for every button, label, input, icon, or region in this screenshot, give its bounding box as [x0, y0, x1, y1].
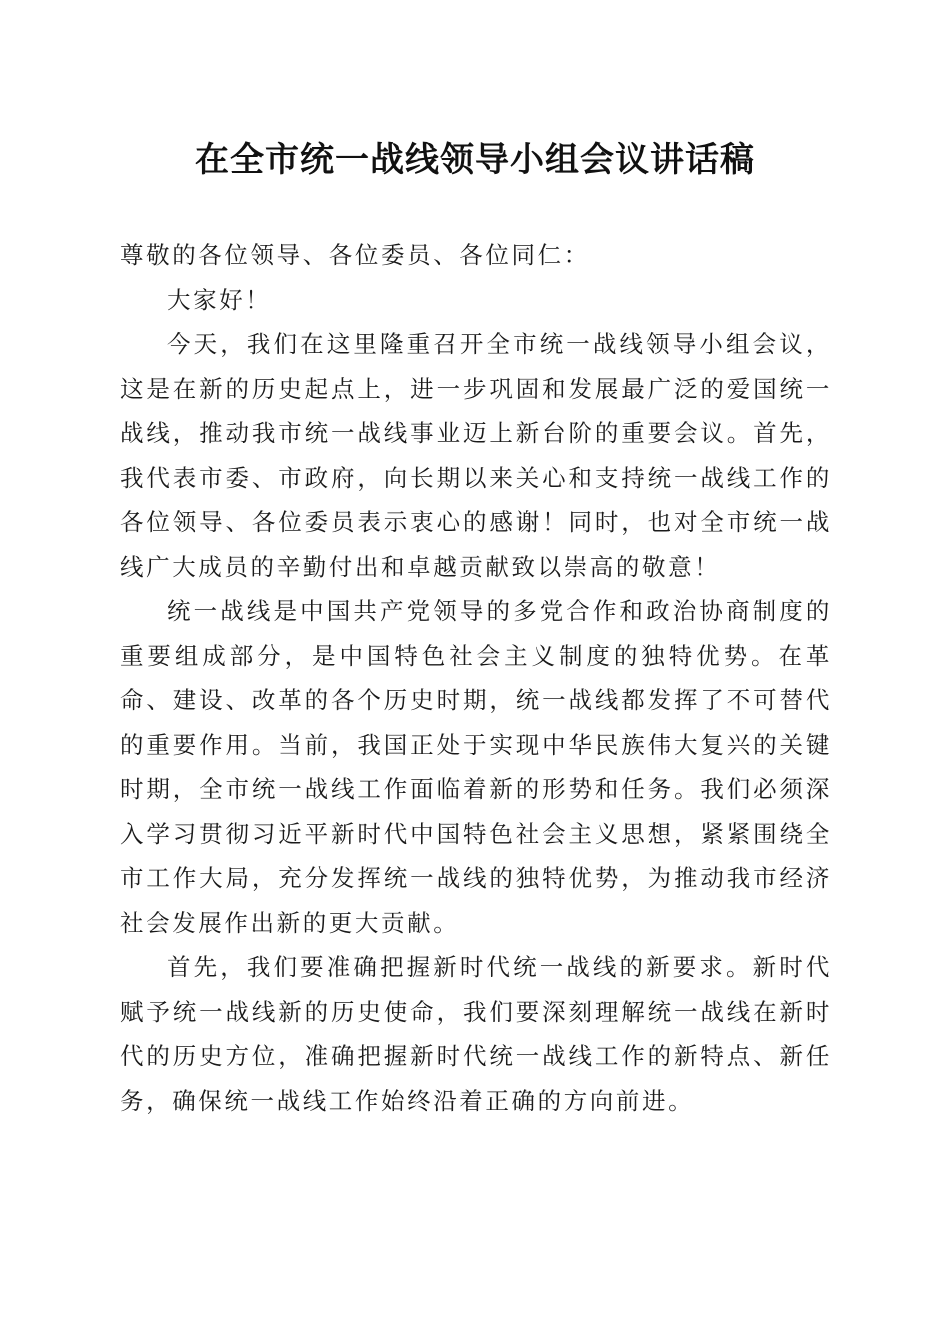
salutation: 尊敬的各位领导、各位委员、各位同仁： — [120, 241, 590, 269]
paragraph-united-front-role: 统一战线是中国共产党领导的多党合作和政治协商制度的重要组成部分，是中国特色社会主义制度的独特优势。在革命、建设、改革的各个历史时期，统一战线都发挥了不可替代的重要作用。当前，我国正处于实现中华民族伟大复兴的关键时期，全市统一战线工作面临着新的形势和任务。我们必须深入学习贯彻习近平新时代中国特色社会主义思想，紧紧围绕全市工作大局，充分发挥统一战线的独特优势，为推动我市经济社会发展作出新的更大贡献。 — [120, 597, 832, 937]
document-title: 在全市统一战线领导小组会议讲话稿 — [195, 140, 755, 180]
paragraph-opening: 今天，我们在这里隆重召开全市统一战线领导小组会议，这是在新的历史起点上，进一步巩固和发展最广泛的爱国统一战线，推动我市统一战线事业迈上新台阶的重要会议。首先，我代表市委、市政府，向长期以来关心和支持统一战线工作的各位领导、各位委员表示衷心的感谢！同时，也对全市统一战线广大成员的辛勤付出和卓越贡献致以崇高的敬意！ — [120, 330, 832, 581]
paragraph-new-requirements: 首先，我们要准确把握新时代统一战线的新要求。新时代赋予统一战线新的历史使命，我们要深刻理解统一战线在新时代的历史方位，准确把握新时代统一战线工作的新特点、新任务，确保统一战线工作始终沿着正确的方向前进。 — [120, 953, 832, 1115]
document-body — [120, 233, 832, 1123]
paragraph-greeting: 大家好！ — [167, 285, 272, 314]
